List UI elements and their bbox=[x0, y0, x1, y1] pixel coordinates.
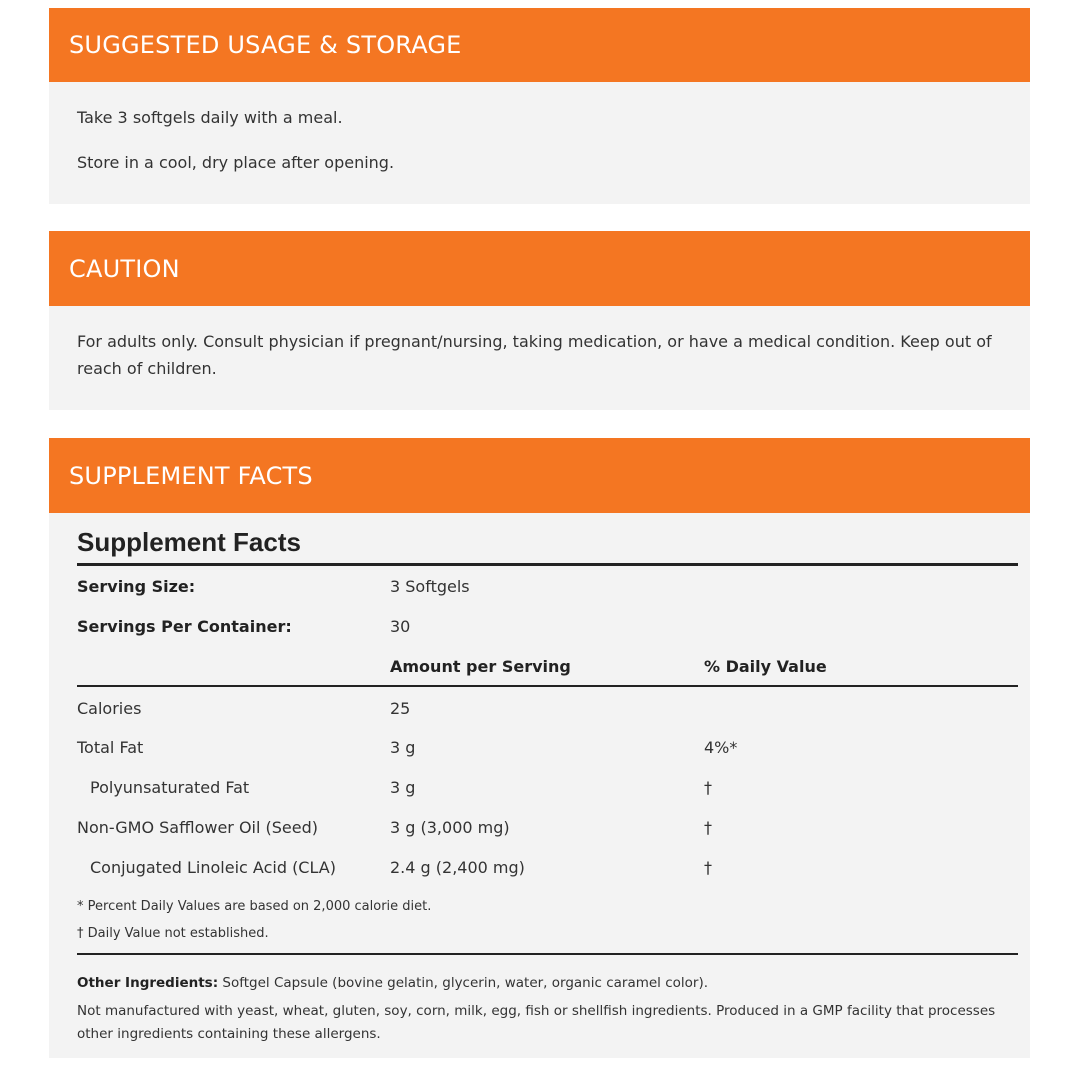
other-ingredients-text: Softgel Capsule (bovine gelatin, glycerin, water, organic caramel color). bbox=[218, 975, 709, 991]
footnote-daily-values: * Percent Daily Values are based on 2,000 calorie diet. bbox=[77, 899, 432, 914]
other-ingredients-label: Other Ingredients: bbox=[77, 975, 219, 991]
nutrient-name: Non-GMO Safflower Oil (Seed) bbox=[77, 818, 319, 837]
nutrient-dv: † bbox=[704, 778, 712, 797]
footnote-rule bbox=[77, 953, 1018, 955]
other-ingredients bbox=[77, 972, 1027, 995]
title-rule bbox=[77, 563, 1018, 566]
nutrient-name: Calories bbox=[77, 699, 142, 718]
nutrient-dv: 4%* bbox=[704, 738, 738, 757]
nutrient-amount: 2.4 g (2,400 mg) bbox=[390, 858, 525, 877]
supplement-facts-panel bbox=[49, 513, 1030, 1058]
caution-body bbox=[49, 306, 1030, 410]
amount-per-serving-heading: Amount per Serving bbox=[390, 657, 571, 676]
nutrient-dv: † bbox=[704, 858, 712, 877]
usage-line-1: Take 3 softgels daily with a meal. bbox=[77, 108, 343, 127]
caution-text: For adults only. Consult physician if pregnant/nursing, taking medication, or have a medical condition. Keep out of reach of children. bbox=[77, 332, 992, 378]
nutrient-name: Conjugated Linoleic Acid (CLA) bbox=[90, 858, 336, 877]
nutrient-amount: 3 g bbox=[390, 778, 416, 797]
serving-size-value: 3 Softgels bbox=[390, 577, 470, 596]
nutrient-amount: 3 g (3,000 mg) bbox=[390, 818, 510, 837]
nutrient-name: Total Fat bbox=[77, 738, 144, 757]
daily-value-heading: % Daily Value bbox=[704, 657, 827, 676]
footnote-not-established: † Daily Value not established. bbox=[77, 926, 269, 941]
servings-per-container-label: Servings Per Container: bbox=[77, 617, 292, 636]
caution-header: CAUTION bbox=[49, 231, 1030, 306]
nutrient-amount: 25 bbox=[390, 699, 411, 718]
supplement-facts-header: SUPPLEMENT FACTS bbox=[49, 438, 1030, 513]
nutrient-name: Polyunsaturated Fat bbox=[90, 778, 250, 797]
serving-size-label: Serving Size: bbox=[77, 577, 196, 596]
nutrient-amount: 3 g bbox=[390, 738, 416, 757]
facts-title: Supplement Facts bbox=[77, 527, 301, 557]
usage-line-2: Store in a cool, dry place after opening. bbox=[77, 153, 395, 172]
servings-per-container-value: 30 bbox=[390, 617, 411, 636]
nutrient-dv: † bbox=[704, 818, 712, 837]
header-rule bbox=[77, 685, 1018, 687]
usage-body bbox=[49, 82, 1030, 204]
usage-header: SUGGESTED USAGE & STORAGE bbox=[49, 8, 1030, 82]
allergen-statement: Not manufactured with yeast, wheat, gluten, soy, corn, milk, egg, fish or shellfish ingredients. Produced in a GMP facility that processes other ingredients containing these allergens. bbox=[77, 1003, 996, 1042]
